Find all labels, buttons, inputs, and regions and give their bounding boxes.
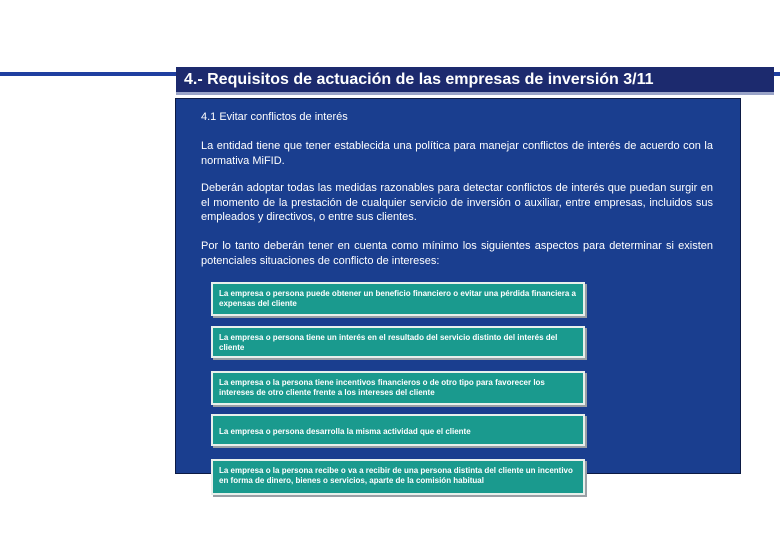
section-heading: 4.1 Evitar conflictos de interés <box>201 111 348 123</box>
slide-title: 4.- Requisitos de actuación de las empresas de inversión 3/11 <box>176 67 774 95</box>
paragraph-aspects: Por lo tanto deberán tener en cuenta como mínimo los siguientes aspectos para determinar si existen potenciales situaciones de conflicto de intereses: <box>201 240 713 267</box>
conflict-box-incentives: La empresa o la persona tiene incentivos financieros o de otro tipo para favorecer los intereses de otro cliente frente a los intereses del cliente <box>211 371 585 405</box>
conflict-box-third-party-incentive: La empresa o la persona recibe o va a recibir de una persona distinta del cliente un incentivo en forma de dinero, bienes o servicios, aparte de la comisión habitual <box>211 459 585 495</box>
content-panel <box>175 98 741 485</box>
conflict-box-interest-in-result: La empresa o persona tiene un interés en el resultado del servicio distinto del interés del cliente <box>211 326 585 358</box>
conflict-box-financial-benefit: La empresa o persona puede obtener un beneficio financiero o evitar una pérdida financiera a expensas del cliente <box>211 282 585 316</box>
paragraph-measures: Deberán adoptar todas las medidas razonables para detectar conflictos de interés que puedan surgir en el momento de la prestación de cualquier servicio de inversión o auxiliar, entre empresas, incluidos sus empleados y directivos, o entre sus clientes. <box>201 182 713 223</box>
decorative-rule-left <box>0 72 176 76</box>
conflict-box-same-activity: La empresa o persona desarrolla la misma actividad que el cliente <box>211 414 585 446</box>
paragraph-policy: La entidad tiene que tener establecida una política para manejar conflictos de interés de acuerdo con la normativa MiFID. <box>201 140 713 167</box>
